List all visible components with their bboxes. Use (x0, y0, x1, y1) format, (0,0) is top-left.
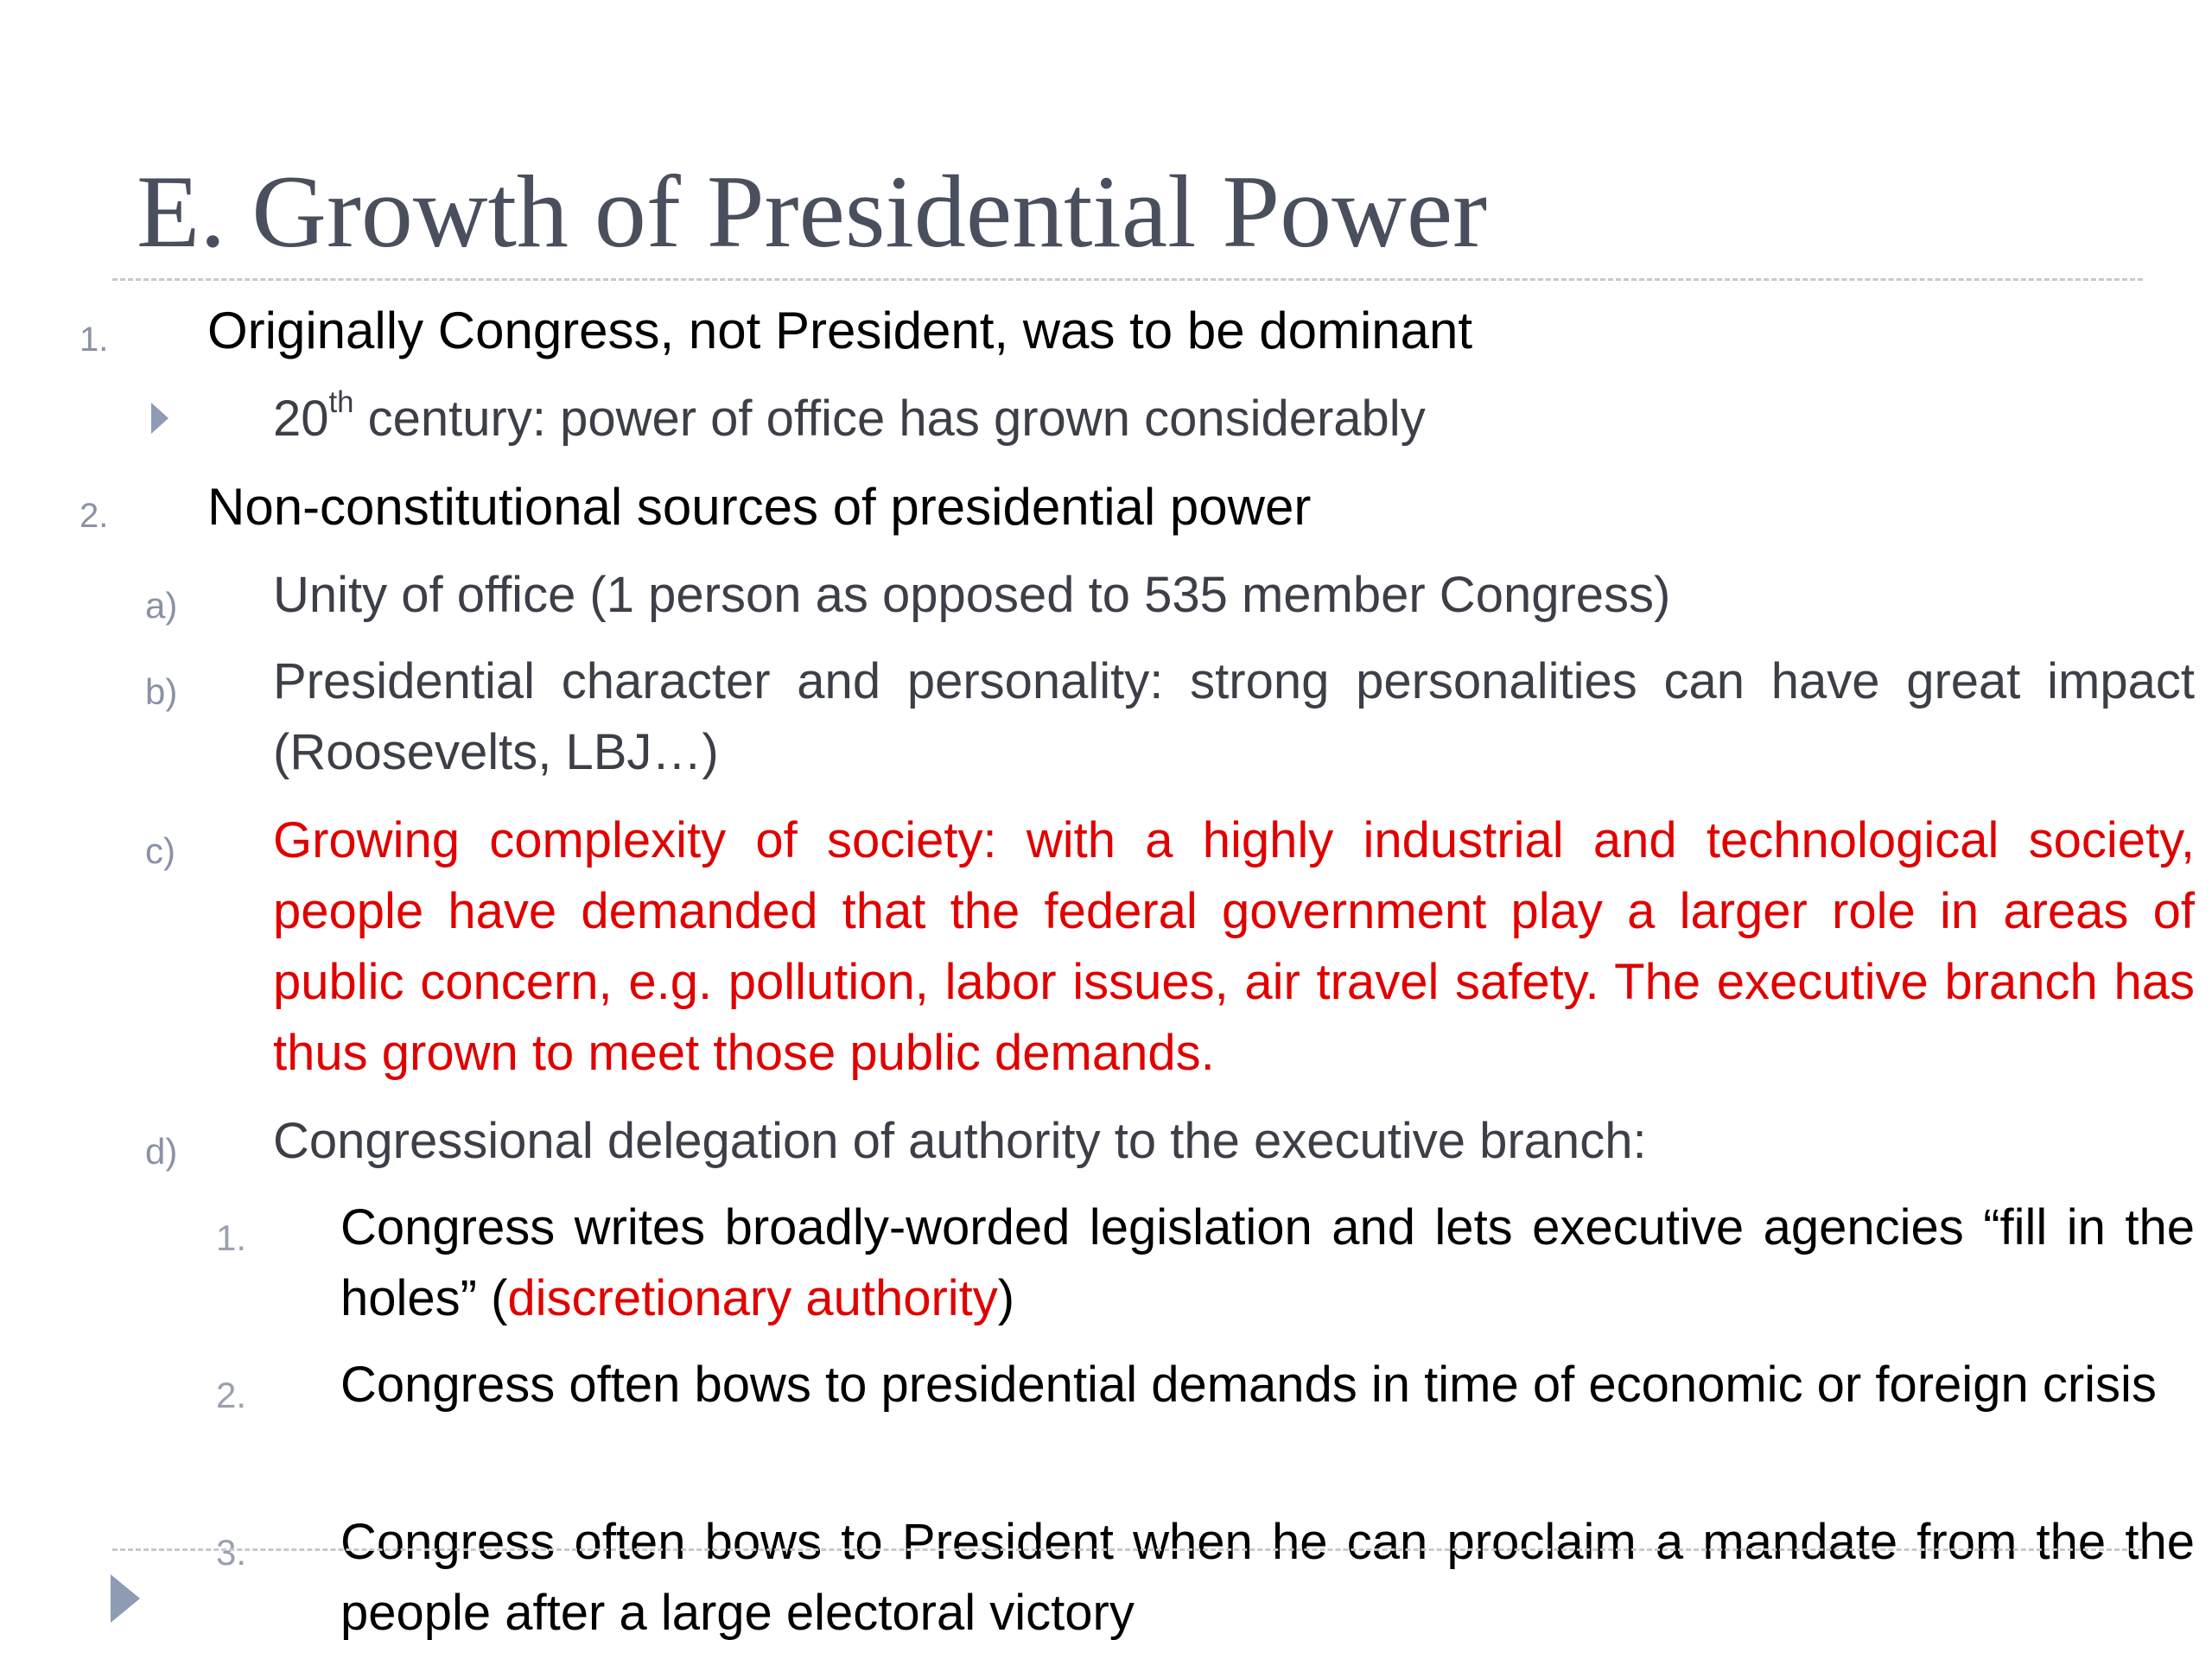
slide-nav-arrow-icon[interactable] (111, 1574, 140, 1623)
delegation-text: Congress often bows to presidential demands in time of economic or foreign crisis (340, 1357, 2157, 1413)
sub-point-superscript: th (328, 385, 354, 419)
point-text: Originally Congress, not President, was to be dominant (207, 302, 1473, 359)
source-text: Presidential character and personality: strong personalities can have great impact (Roosevelts, LBJ…) (273, 653, 2195, 780)
sub-point-number: 20 (273, 391, 329, 447)
source-letter: c) (145, 830, 175, 871)
delegation-number: 3. (216, 1532, 247, 1573)
delegation-number: 1. (216, 1217, 247, 1258)
point-text: Non-constitutional sources of presidential power (207, 478, 1312, 536)
point-number: 2. (79, 497, 109, 535)
slide-title: E. Growth of Presidential Power (137, 154, 1488, 269)
source-text: Unity of office (1 person as opposed to 535 member Congress) (273, 567, 1671, 623)
delegation-text-before: Congress writes broadly-worded legislation and lets executive agencies “fill in the holes” ( (340, 1199, 2195, 1326)
source-text: Growing complexity of society: with a highly industrial and technological society, people have demanded that the federal government play a larger role in areas of public concern, e.g. pollution, labor issues, air travel safety. The executive branch has thus grown to meet those public demands. (273, 812, 2195, 1081)
source-letter: a) (145, 585, 178, 626)
delegation-text-after: ) (997, 1270, 1015, 1326)
sub-point-rest: century: power of office has grown considerably (353, 391, 1426, 447)
triangle-bullet-icon (151, 403, 168, 434)
source-letter: b) (145, 671, 178, 712)
delegation-number: 2. (216, 1375, 247, 1415)
delegation-text: Congress often bows to President when he can proclaim a mandate from the the people after a large electoral victory (340, 1514, 2195, 1641)
source-text: Congressional delegation of authority to the executive branch: (273, 1113, 1647, 1169)
source-letter: d) (145, 1131, 178, 1172)
sub-point-text (273, 384, 2195, 454)
delegation-text (340, 1192, 2195, 1334)
title-divider (112, 278, 2143, 281)
discretionary-authority-term: discretionary authority (507, 1270, 998, 1326)
point-number: 1. (79, 321, 109, 359)
footer-divider (112, 1548, 2143, 1551)
